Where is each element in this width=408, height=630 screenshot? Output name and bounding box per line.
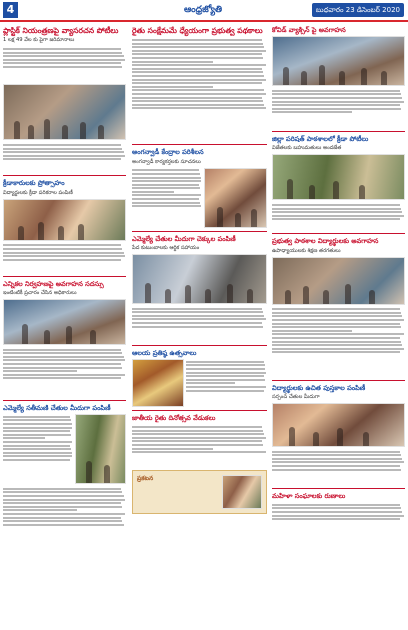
col3-article-4-body — [272, 449, 405, 485]
col3-photo-4 — [272, 403, 405, 447]
col2-article-4 — [132, 359, 267, 407]
col3-subhead-3: ఉపాధ్యాయులకు శిక్షణ తరగతులు — [272, 247, 341, 254]
col2-article-3-body — [132, 306, 267, 342]
advertisement[interactable] — [132, 470, 267, 514]
page-header — [0, 0, 408, 22]
col3-subhead-4: సర్పంచ్ చేతుల మీదుగా — [272, 393, 320, 400]
col3-subhead-2: విజేతలకు బహుమతులు అందజేత — [272, 145, 342, 152]
col3-article-1-body — [272, 88, 405, 128]
col2-headline-5: జాతీయ రైతు దినోత్సవ వేడుకలు — [132, 414, 216, 423]
col1-article-1-body — [3, 46, 126, 82]
col1-photo-3 — [3, 299, 126, 345]
col3-photo-3 — [272, 257, 405, 305]
col2-divider-4 — [132, 410, 267, 411]
col2-article-1-body — [132, 37, 267, 141]
col3-headline-3: ప్రభుత్వ పాఠశాల విద్యార్థులకు అవగాహన — [272, 237, 379, 246]
col3-divider-4 — [272, 488, 405, 489]
col3-headline-5: మహిళా సంఘాలకు రుణాలు — [272, 491, 346, 500]
col2-photo-2 — [204, 168, 267, 228]
col1-headline-3: ఎన్నికల నిర్వహణపై అవగాహన సదస్సు — [3, 279, 104, 288]
col1-subhead-1: 1 లక్ష 49 వేల కు పైగా జరిమానాలు — [3, 37, 75, 44]
col3-photo-2 — [272, 154, 405, 200]
col2-divider-2 — [132, 231, 267, 232]
col1-photo-1 — [3, 84, 126, 140]
page-number: 4 — [3, 2, 18, 18]
column-2 — [132, 26, 267, 514]
col3-article-2-body — [272, 202, 405, 230]
col3-divider-2 — [272, 233, 405, 234]
col1-subhead-3: ఇంటింటికీ ప్రచారం చేసిన అధికారులు — [3, 289, 77, 296]
col2-photo-3 — [132, 254, 267, 304]
col2-article-5-body — [132, 424, 267, 468]
ad-label: ప్రకటన — [137, 475, 154, 483]
col2-article-2-body — [132, 168, 202, 228]
col3-divider-3 — [272, 380, 405, 381]
col2-article-4-body — [186, 359, 267, 407]
col3-article-5-body — [272, 502, 405, 532]
col2-headline-4: ఆలయ ప్రతిష్ఠ ఉత్సవాలు — [132, 348, 197, 357]
col3-divider-1 — [272, 131, 405, 132]
masthead: ఆంధ్రజ్యోతి — [183, 5, 223, 15]
column-3 — [272, 26, 405, 532]
col1-article-4-body — [3, 414, 73, 484]
col2-photo-4 — [132, 359, 184, 407]
col2-article-2 — [132, 168, 267, 228]
col1-article-4-cont — [3, 486, 126, 546]
col1-divider-3 — [3, 400, 126, 401]
col1-photo-2 — [3, 199, 126, 241]
col1-article-4 — [3, 414, 126, 484]
col3-article-3-body — [272, 307, 405, 377]
col1-subhead-2: విద్యార్థులకు క్రీడా పరికరాల పంపిణీ — [3, 189, 73, 196]
col1-divider-2 — [3, 276, 126, 277]
dateline: బుధవారం 23 డిసెంబర్ 2020 — [312, 3, 404, 17]
col1-article-3-body — [3, 347, 126, 397]
col3-headline-4: విద్యార్థులకు ఉచిత పుస్తకాల పంపిణీ — [272, 383, 366, 392]
col2-divider-1 — [132, 144, 267, 145]
col1-photo-4 — [75, 414, 126, 484]
col2-headline-1: రైతు సంక్షేమమే ధ్యేయంగా ప్రభుత్వ పథకాలు — [132, 26, 263, 35]
col2-subhead-2: అంగన్వాడీ కార్యకర్తలకు సూచనలు — [132, 158, 201, 165]
col2-subhead-3: పేద కుటుంబాలకు ఆర్థిక సహాయం — [132, 244, 200, 251]
col2-divider-3 — [132, 345, 267, 346]
col1-article-2-body — [3, 243, 126, 273]
col1-article-1-cont — [3, 142, 126, 172]
col1-divider-1 — [3, 175, 126, 176]
col3-headline-1: కోవిడ్ వ్యాక్సిన్ పై అవగాహన — [272, 26, 346, 34]
col2-headline-3: ఎమ్మెల్యే చేతుల మీదుగా చెక్కుల పంపిణీ — [132, 234, 236, 243]
ad-image — [222, 475, 262, 509]
col2-headline-2: అంగన్వాడీ కేంద్రాల పరిశీలన — [132, 148, 204, 157]
col1-headline-4: ఎమ్మెల్యే సతీమణి చేతుల మీదుగా పంపిణీ — [3, 403, 111, 412]
col3-headline-2: జిల్లా పరిషత్ పాఠశాలలో క్రీడా పోటీలు — [272, 135, 369, 144]
col1-headline-2: క్రీడాకారులకు ప్రోత్సాహం — [3, 179, 65, 188]
column-1 — [3, 26, 126, 546]
col1-headline-1: ప్లాస్టిక్ నియంత్రణపై వ్యాసరచన పోటీలు — [3, 26, 119, 35]
col3-photo-1 — [272, 36, 405, 86]
